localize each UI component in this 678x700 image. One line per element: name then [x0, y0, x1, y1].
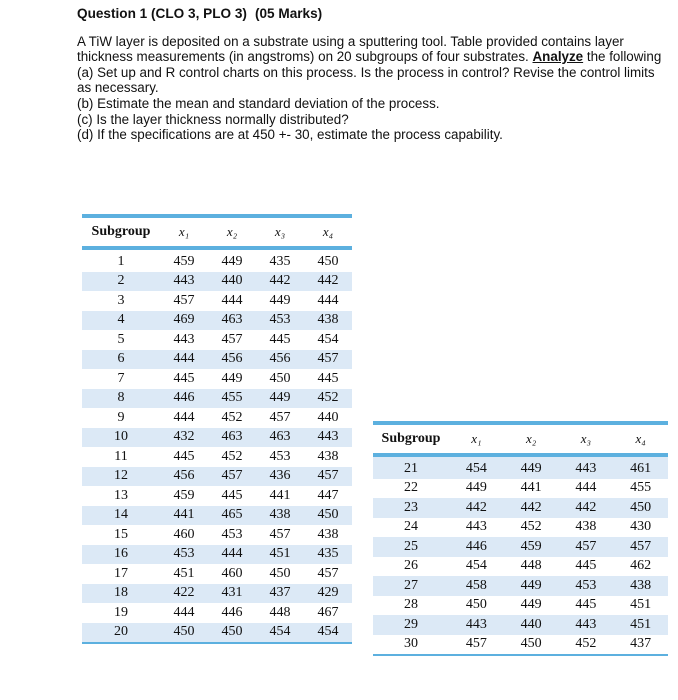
header-x3: x₃	[256, 216, 304, 248]
measurement-cell: 437	[613, 635, 668, 656]
subgroup-cell: 17	[114, 565, 128, 581]
table-row	[82, 369, 352, 389]
subgroup-cell: 4	[82, 311, 160, 331]
measurement-cell: 463	[208, 428, 256, 448]
measurement-cell: 437	[256, 584, 304, 604]
table-row	[82, 311, 352, 331]
measurement-cell: 450	[269, 565, 291, 581]
measurement-cell: 450	[160, 623, 208, 644]
question-part-c: (c) Is the layer thickness normally distributed?	[77, 111, 349, 127]
measurement-cell: 435	[304, 545, 352, 565]
question-part-a: (a) Set up and R control charts on this process. Is the process in control? Revise the control limits as necessary.	[77, 64, 655, 96]
measurement-cell: 448	[520, 558, 542, 574]
measurement-cell: 469	[160, 311, 208, 331]
measurement-cell: 438	[317, 526, 339, 542]
measurement-cell: 456	[208, 350, 256, 370]
measurement-cell: 453	[256, 311, 304, 331]
measurement-cell: 438	[304, 311, 352, 331]
table-row	[373, 498, 668, 518]
table-header-row	[373, 423, 668, 455]
measurement-cell: 442	[559, 498, 614, 518]
measurement-cell: 455	[630, 480, 652, 496]
measurement-cell: 457	[173, 292, 195, 308]
intro-text: A TiW layer is deposited on a substrate using a sputtering tool. Table provided contains layer thickness measurements (in angstroms) on 20 subgroups of four substrates.	[77, 33, 624, 65]
subgroup-cell: 15	[114, 526, 128, 542]
measurement-cell: 457	[208, 467, 256, 487]
measurement-cell: 432	[160, 428, 208, 448]
measurement-cell: 462	[630, 558, 652, 574]
table-2-body	[373, 455, 668, 655]
analyze-emphasis: Analyze	[532, 49, 584, 65]
question-part-b: (b) Estimate the mean and standard deviation of the process.	[77, 95, 440, 111]
measurement-cell: 457	[449, 635, 504, 656]
measurement-cell: 457	[304, 350, 352, 370]
table-row	[82, 545, 352, 565]
table-1-body	[82, 248, 352, 643]
thickness-table-2	[373, 421, 668, 656]
measurement-cell: 445	[221, 487, 243, 503]
table-row	[82, 525, 352, 545]
measurement-cell: 453	[160, 545, 208, 565]
measurement-cell: 450	[269, 370, 291, 386]
measurement-cell: 453	[559, 576, 614, 596]
subgroup-cell: 13	[114, 487, 128, 503]
measurement-cell: 460	[221, 565, 243, 581]
question-marks: (05 Marks)	[254, 6, 323, 21]
measurement-cell: 456	[256, 350, 304, 370]
measurement-cell: 461	[613, 455, 668, 479]
measurement-cell: 441	[269, 487, 291, 503]
table-row	[373, 576, 668, 596]
subgroup-cell: 21	[373, 455, 449, 479]
measurement-cell: 449	[221, 253, 243, 269]
subgroup-cell: 9	[117, 409, 125, 425]
measurement-cell: 446	[449, 537, 504, 557]
measurement-cell: 451	[256, 545, 304, 565]
subgroup-cell: 22	[404, 480, 418, 496]
measurement-cell: 463	[256, 428, 304, 448]
measurement-cell: 465	[208, 506, 256, 526]
measurement-cell: 429	[304, 584, 352, 604]
measurement-cell: 447	[317, 487, 339, 503]
table-row	[82, 564, 352, 584]
header-x4: x₄	[613, 423, 668, 455]
measurement-cell: 454	[317, 331, 339, 347]
measurement-cell: 438	[575, 519, 597, 535]
measurement-cell: 443	[465, 519, 487, 535]
measurement-cell: 445	[575, 558, 597, 574]
subgroup-cell: 2	[82, 272, 160, 292]
subgroup-cell: 19	[114, 604, 128, 620]
measurement-cell: 440	[317, 409, 339, 425]
table-row	[82, 291, 352, 311]
measurement-cell: 457	[221, 331, 243, 347]
table-row	[373, 455, 668, 479]
measurement-cell: 444	[173, 604, 195, 620]
measurement-cell: 453	[269, 448, 291, 464]
measurement-cell: 450	[465, 597, 487, 613]
measurement-cell: 431	[208, 584, 256, 604]
question-title	[77, 6, 669, 22]
table-row	[82, 467, 352, 487]
measurement-cell: 459	[173, 253, 195, 269]
measurement-cell: 457	[317, 565, 339, 581]
subgroup-cell: 16	[82, 545, 160, 565]
measurement-cell: 455	[208, 389, 256, 409]
measurement-cell: 442	[304, 272, 352, 292]
measurement-cell: 442	[504, 498, 559, 518]
question-intro	[77, 34, 669, 65]
measurement-cell: 457	[559, 537, 614, 557]
header-x1: x₁	[160, 216, 208, 248]
measurement-cell: 443	[160, 272, 208, 292]
measurement-cell: 446	[221, 604, 243, 620]
measurement-cell: 460	[173, 526, 195, 542]
subgroup-cell: 20	[82, 623, 160, 644]
measurement-cell: 430	[630, 519, 652, 535]
measurement-cell: 444	[221, 292, 243, 308]
subgroup-cell: 8	[82, 389, 160, 409]
subgroup-cell: 24	[404, 519, 418, 535]
question-part-d: (d) If the specifications are at 450 +- 30, estimate the process capability.	[77, 127, 503, 143]
subgroup-cell: 30	[373, 635, 449, 656]
subgroup-cell: 5	[117, 331, 125, 347]
measurement-cell: 449	[504, 576, 559, 596]
measurement-cell: 436	[256, 467, 304, 487]
table-row	[82, 389, 352, 409]
subgroup-cell: 1	[117, 253, 125, 269]
header-subgroup: Subgroup	[82, 216, 160, 248]
measurement-cell: 457	[269, 409, 291, 425]
header-x2: x₂	[504, 423, 559, 455]
header-x2: x₂	[208, 216, 256, 248]
measurement-cell: 456	[160, 467, 208, 487]
measurement-cell: 442	[256, 272, 304, 292]
measurement-cell: 450	[317, 253, 339, 269]
measurement-cell: 450	[504, 635, 559, 656]
measurement-cell: 457	[304, 467, 352, 487]
measurement-cell: 451	[173, 565, 195, 581]
table-row	[82, 428, 352, 448]
table-row	[373, 479, 668, 499]
measurement-cell: 449	[504, 455, 559, 479]
measurement-cell: 452	[221, 448, 243, 464]
header-x1: x₁	[449, 423, 504, 455]
measurement-cell: 445	[173, 370, 195, 386]
measurement-cell: 449	[269, 292, 291, 308]
table-row	[82, 248, 352, 272]
subgroup-cell: 29	[373, 615, 449, 635]
table-row	[373, 635, 668, 656]
table-row	[373, 557, 668, 577]
table-row	[373, 518, 668, 538]
measurement-cell: 445	[173, 448, 195, 464]
measurement-cell: 454	[304, 623, 352, 644]
measurement-cell: 438	[613, 576, 668, 596]
measurement-cell: 457	[613, 537, 668, 557]
measurement-cell: 440	[504, 615, 559, 635]
measurement-cell: 445	[317, 370, 339, 386]
measurement-cell: 443	[449, 615, 504, 635]
measurement-cell: 441	[160, 506, 208, 526]
subgroup-cell: 14	[82, 506, 160, 526]
header-subgroup: Subgroup	[373, 423, 449, 455]
subgroup-cell: 28	[404, 597, 418, 613]
measurement-cell: 443	[559, 455, 614, 479]
measurement-cell: 448	[269, 604, 291, 620]
table-header-row	[82, 216, 352, 248]
table-row	[82, 330, 352, 350]
subgroup-cell: 18	[82, 584, 160, 604]
table-row	[82, 506, 352, 526]
subgroup-cell: 25	[373, 537, 449, 557]
measurement-cell: 454	[256, 623, 304, 644]
measurement-cell: 422	[160, 584, 208, 604]
table-row	[82, 584, 352, 604]
measurement-cell: 452	[520, 519, 542, 535]
measurement-cell: 457	[269, 526, 291, 542]
question-heading: Question 1 (CLO 3, PLO 3)	[77, 6, 247, 21]
measurement-cell: 446	[160, 389, 208, 409]
measurement-cell: 449	[465, 480, 487, 496]
measurement-cell: 454	[449, 455, 504, 479]
measurement-cell: 440	[208, 272, 256, 292]
measurement-cell: 435	[269, 253, 291, 269]
measurement-cell: 438	[256, 506, 304, 526]
table-row	[82, 350, 352, 370]
measurement-cell: 454	[465, 558, 487, 574]
subgroup-cell: 7	[117, 370, 125, 386]
subgroup-cell: 27	[373, 576, 449, 596]
intro-end-text: the following	[586, 49, 662, 65]
subgroup-cell: 23	[373, 498, 449, 518]
measurement-cell: 452	[304, 389, 352, 409]
measurement-cell: 451	[630, 597, 652, 613]
measurement-cell: 452	[559, 635, 614, 656]
measurement-cell: 449	[520, 597, 542, 613]
table-row	[82, 603, 352, 623]
table-row	[82, 623, 352, 644]
measurement-cell: 443	[304, 428, 352, 448]
thickness-table-1	[82, 214, 352, 644]
measurement-cell: 463	[208, 311, 256, 331]
measurement-cell: 443	[173, 331, 195, 347]
table-row	[373, 537, 668, 557]
subgroup-cell: 3	[117, 292, 125, 308]
subgroup-cell: 11	[114, 448, 128, 464]
measurement-cell: 445	[269, 331, 291, 347]
measurement-cell: 444	[575, 480, 597, 496]
table-row	[82, 408, 352, 428]
measurement-cell: 438	[317, 448, 339, 464]
measurement-cell: 449	[256, 389, 304, 409]
measurement-cell: 450	[304, 506, 352, 526]
header-x3: x₃	[559, 423, 614, 455]
subgroup-cell: 6	[82, 350, 160, 370]
measurement-cell: 467	[317, 604, 339, 620]
measurement-cell: 443	[559, 615, 614, 635]
table-row	[82, 486, 352, 506]
measurement-cell: 459	[504, 537, 559, 557]
question-block	[77, 6, 669, 143]
measurement-cell: 441	[520, 480, 542, 496]
table-row	[82, 447, 352, 467]
measurement-cell: 445	[575, 597, 597, 613]
subgroup-cell: 12	[82, 467, 160, 487]
measurement-cell: 453	[221, 526, 243, 542]
measurement-cell: 449	[221, 370, 243, 386]
header-x4: x₄	[304, 216, 352, 248]
measurement-cell: 451	[613, 615, 668, 635]
table-row	[373, 596, 668, 616]
measurement-cell: 450	[613, 498, 668, 518]
measurement-cell: 444	[317, 292, 339, 308]
measurement-cell: 450	[208, 623, 256, 644]
subgroup-cell: 26	[404, 558, 418, 574]
measurement-cell: 444	[173, 409, 195, 425]
measurement-cell: 458	[449, 576, 504, 596]
table-row	[373, 615, 668, 635]
measurement-cell: 444	[208, 545, 256, 565]
measurement-cell: 452	[221, 409, 243, 425]
subgroup-cell: 10	[82, 428, 160, 448]
measurement-cell: 442	[449, 498, 504, 518]
measurement-cell: 459	[173, 487, 195, 503]
table-row	[82, 272, 352, 292]
measurement-cell: 444	[160, 350, 208, 370]
